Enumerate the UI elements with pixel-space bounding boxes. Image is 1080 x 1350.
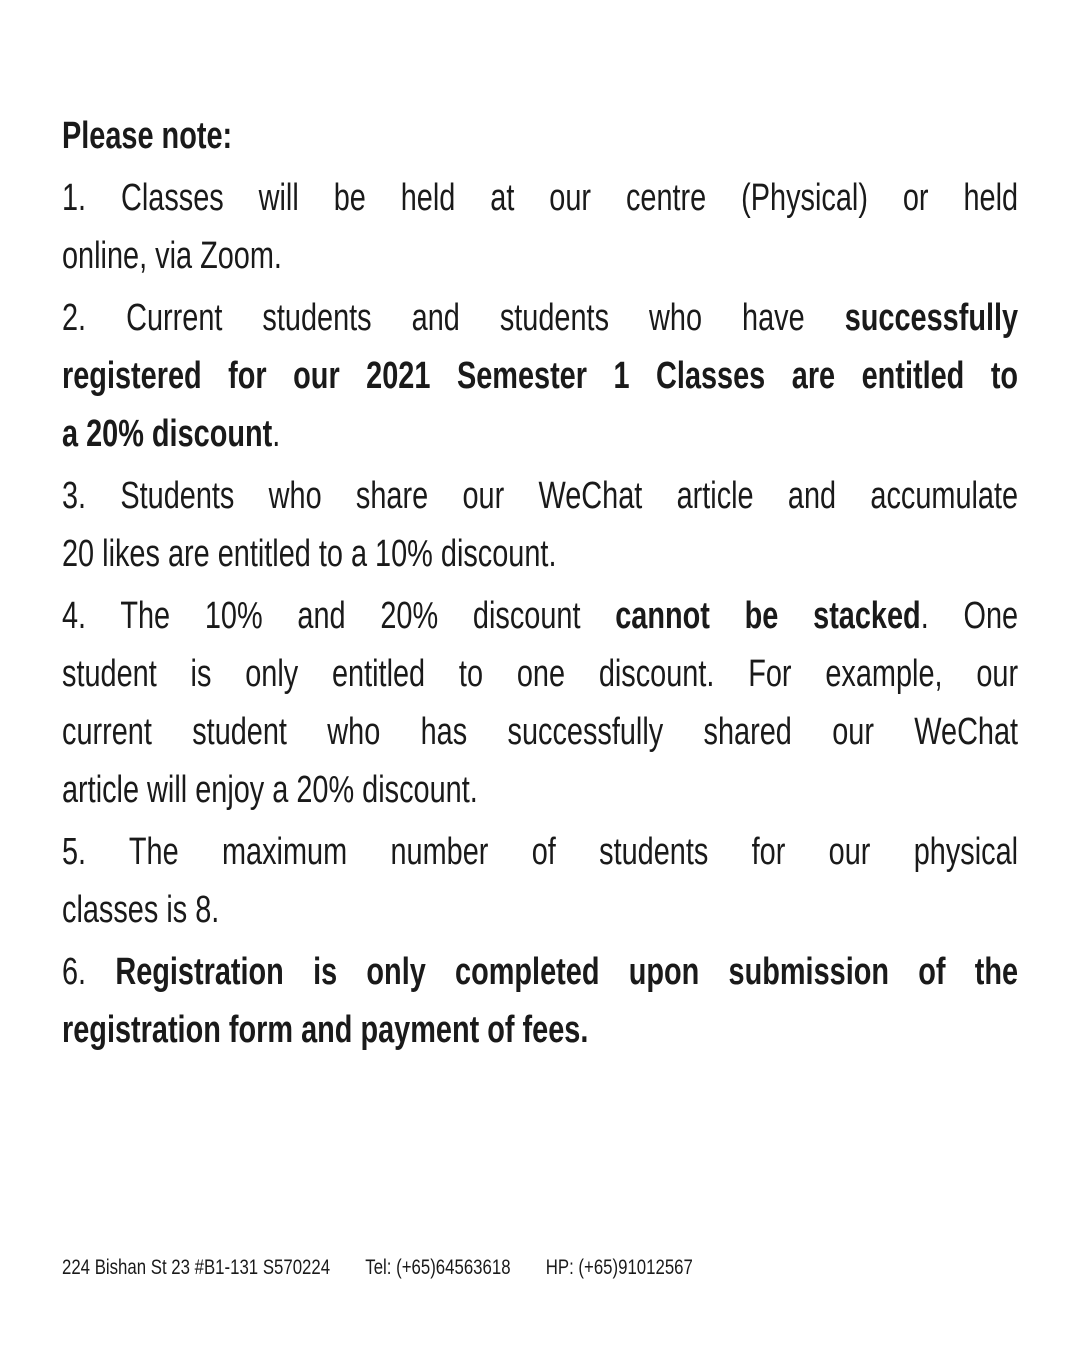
text-run: registration form and payment of fees. [62,1009,589,1051]
paragraph [62,467,1018,583]
text-run: student is only entitled to one discount. For example, our [62,653,1019,695]
text-line [62,405,1018,463]
text-line [62,703,1018,761]
footer-tel: Tel: (+65)64563618 [365,1256,511,1279]
text-run: . [272,413,281,455]
text-line [62,645,1018,703]
text-run: classes is 8. [62,889,220,931]
text-run: article will enjoy a 20% discount. [62,769,478,811]
notice-paragraphs [62,169,1018,1059]
text-line [62,227,1018,285]
text-line [62,823,1018,881]
text-run: successfully [844,297,1019,339]
text-line [62,943,1018,1001]
text-run: registered for our 2021 Semester 1 Classes are entitled to [62,355,1019,397]
paragraph [62,823,1018,939]
paragraph [62,289,1018,463]
text-run: 3. Students who share our WeChat article and accumulate [62,475,1019,517]
text-run: 2. Current students and students who have [62,297,845,339]
notice-heading: Please note: [62,115,233,157]
text-run: 5. The maximum number of students for our physical [62,831,1019,873]
footer-hp: HP: (+65)91012567 [545,1256,693,1279]
text-line [62,587,1018,645]
paragraph [62,169,1018,285]
text-line [62,289,1018,347]
paragraph [62,587,1018,819]
text-line [62,347,1018,405]
text-line [62,467,1018,525]
text-line [62,1001,1018,1059]
text-run: current student who has successfully shared our WeChat [62,711,1019,753]
text-run: online, via Zoom. [62,235,282,277]
text-run: 20 likes are entitled to a 10% discount. [62,533,557,575]
text-line [62,169,1018,227]
text-run: Registration is only completed upon submission of the [115,951,1019,993]
paragraph [62,943,1018,1059]
notice-body [62,107,1018,1063]
text-line [62,761,1018,819]
text-run: . One [920,595,1019,637]
text-run: a 20% discount [62,413,273,455]
text-run: 6. [62,951,116,993]
footer-address: 224 Bishan St 23 #B1-131 S570224 [62,1256,331,1279]
text-run: 4. The 10% and 20% discount [62,595,616,637]
text-run: 1. Classes will be held at our centre (Physical) or held [62,177,1019,219]
text-line [62,525,1018,583]
text-line [62,881,1018,939]
text-run: cannot be stacked [615,595,921,637]
footer [62,1254,1022,1282]
